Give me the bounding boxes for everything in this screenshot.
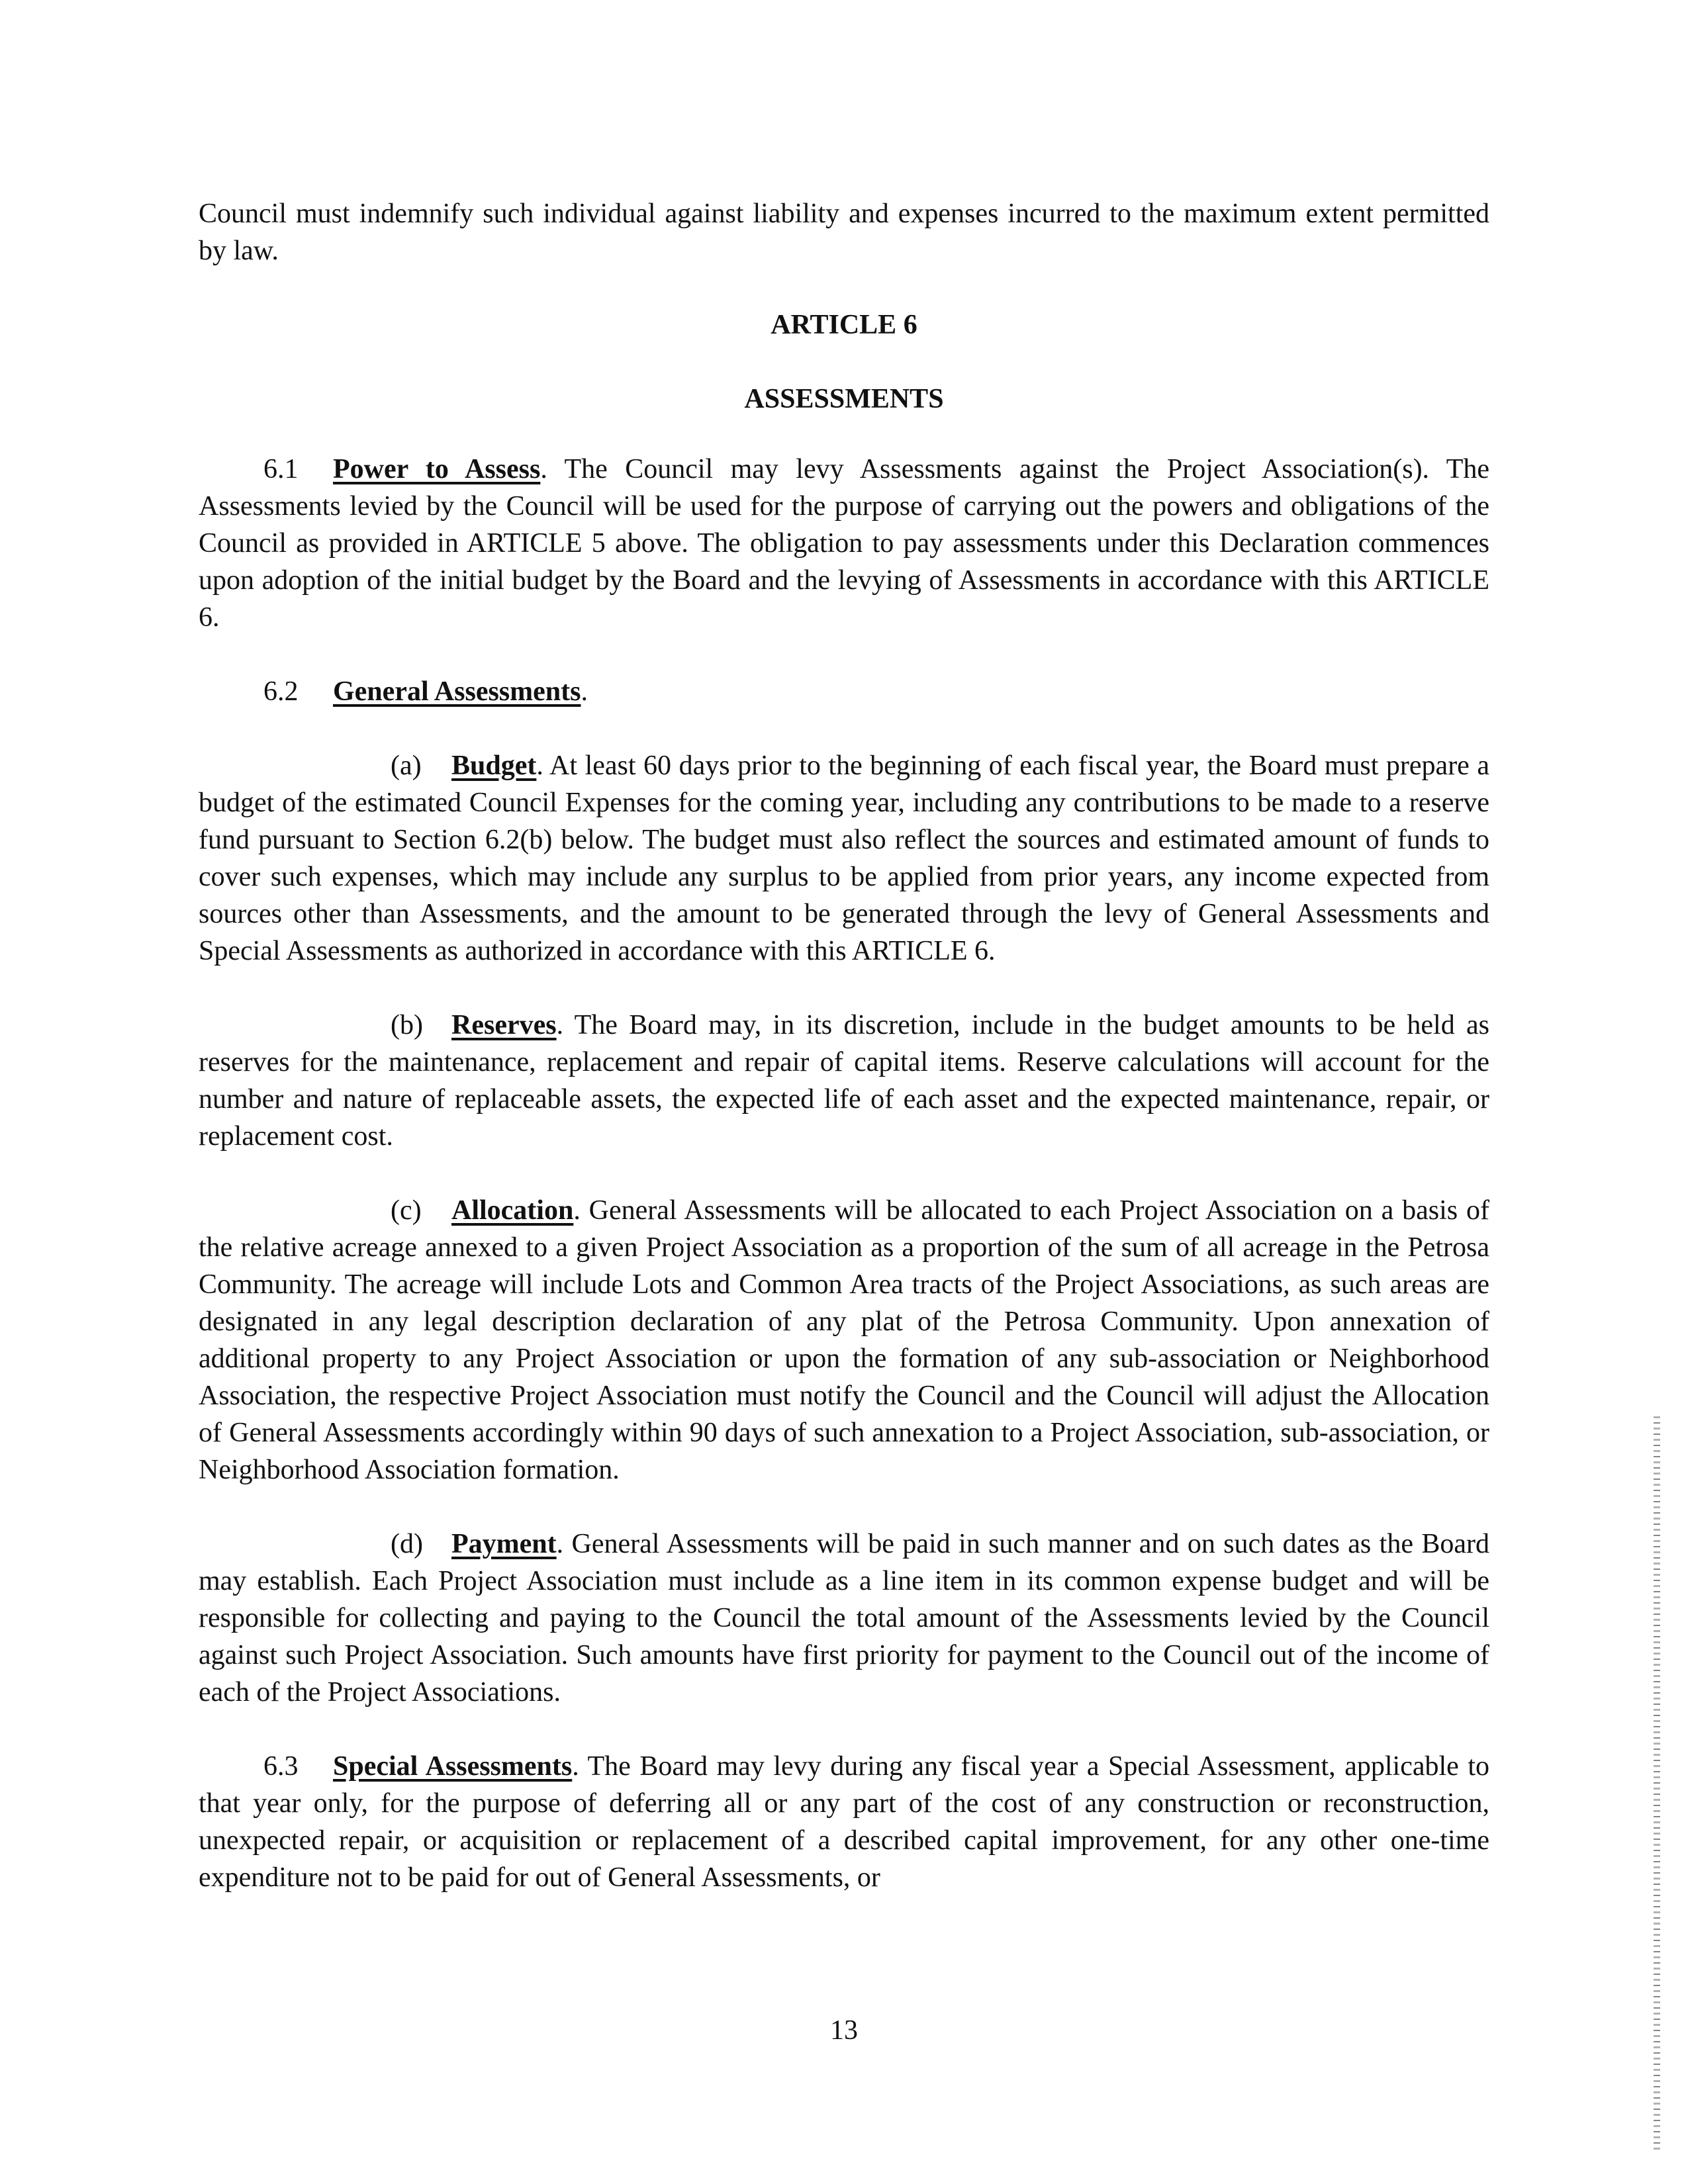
subsection-label: (b) [391,1010,423,1040]
subsection-title: Payment [451,1529,557,1559]
subsection-title: Budget [451,751,537,781]
subsection-text: . The Board may, in its discretion, include in the budget amounts to be held as reserves for the maintenance, replacement and repair of capital items. Reserve calculations will account for the number and nature of replaceable assets, the expected life of each asset and the expected maintenance, repair, or replacement cost. [199,1010,1489,1152]
subsection-c [199,1192,1489,1488]
section-text: . The Council may levy Assessments against the Project Association(s). The Assessments levied by the Council will be used for the purpose of carrying out the powers and obligations of the Council as provided in ARTICLE 5 above. The obligation to pay assessments under this Declaration commences upon adoption of the initial budget by the Board and the levying of Assessments in accordance with this ARTICLE 6. [199,454,1489,633]
subsection-a [199,747,1489,970]
section-6-1 [199,451,1489,636]
page-number: 13 [830,2015,858,2046]
section-title-tail: . [581,676,588,707]
subsection-label: (d) [391,1529,423,1559]
section-title: Power to Assess [333,454,541,484]
subsection-text: . General Assessments will be paid in such manner and on such dates as the Board may establish. Each Project Association must include as a line item in its common expense budget and will be responsible for collecting and paying to the Council the total amount of the Assessments levied by the Council against such Project Association. Such amounts have first priority for payment to the Council out of the income of each of the Project Associations. [199,1529,1489,1707]
subsection-label: (a) [391,751,422,781]
article-title: ASSESSMENTS [744,384,944,414]
subsection-title: Reserves [451,1010,557,1040]
article-number: ARTICLE 6 [771,310,917,340]
subsection-b [199,1007,1489,1155]
subsection-d [199,1525,1489,1711]
text-column [199,195,1489,1896]
subsection-text: . At least 60 days prior to the beginning of each fiscal year, the Board must prepare a budget of the estimated Council Expenses for the coming year, including any contributions to be made to a reserve fund pursuant to Section 6.2(b) below. The budget must also reflect the sources and estimated amount of funds to cover such expenses, which may include any surplus to be applied from prior years, any income expected from sources other than Assessments, and the amount to be generated through the levy of General Assessments and Special Assessments as authorized in accordance with this ARTICLE 6. [199,751,1489,966]
section-6-2 [199,673,1489,710]
subsection-title: Allocation [451,1195,574,1226]
intro-paragraph: Council must indemnify such individual against liability and expenses incurred to the maximum extent permitted by law. [199,199,1489,266]
section-title: General Assessments [333,676,581,707]
section-number: 6.1 [263,454,299,484]
subsection-text: . General Assessments will be allocated to each Project Association on a basis of the relative acreage annexed to a given Project Association as a proportion of the sum of all acreage in the Petrosa Community. The acreage will include Lots and Common Area tracts of the Project Associations, as such areas are designated in any legal description declaration of any plat of the Petrosa Community. Upon annexation of additional property to any Project Association or upon the formation of any sub-association or Neighborhood Association, the respective Project Association must notify the Council and the Council will adjust the Allocation of General Assessments accordingly within 90 days of such annexation to a Project Association, sub-association, or Neighborhood Association formation. [199,1195,1489,1485]
scan-edge-artifact [1654,1416,1660,2151]
subsection-label: (c) [391,1195,422,1226]
section-number: 6.2 [263,676,299,707]
section-text: . The Board may levy during any fiscal year a Special Assessment, applicable to that year only, for the purpose of deferring all or any part of the cost of any construction or reconstruction, unexpected repair, or acquisition or replacement of a described capital improvement, for any other one-time expenditure not to be paid for out of General Assessments, or [199,1751,1489,1893]
section-6-3 [199,1748,1489,1896]
section-title: Special Assessments [333,1751,573,1782]
section-number: 6.3 [263,1751,299,1782]
